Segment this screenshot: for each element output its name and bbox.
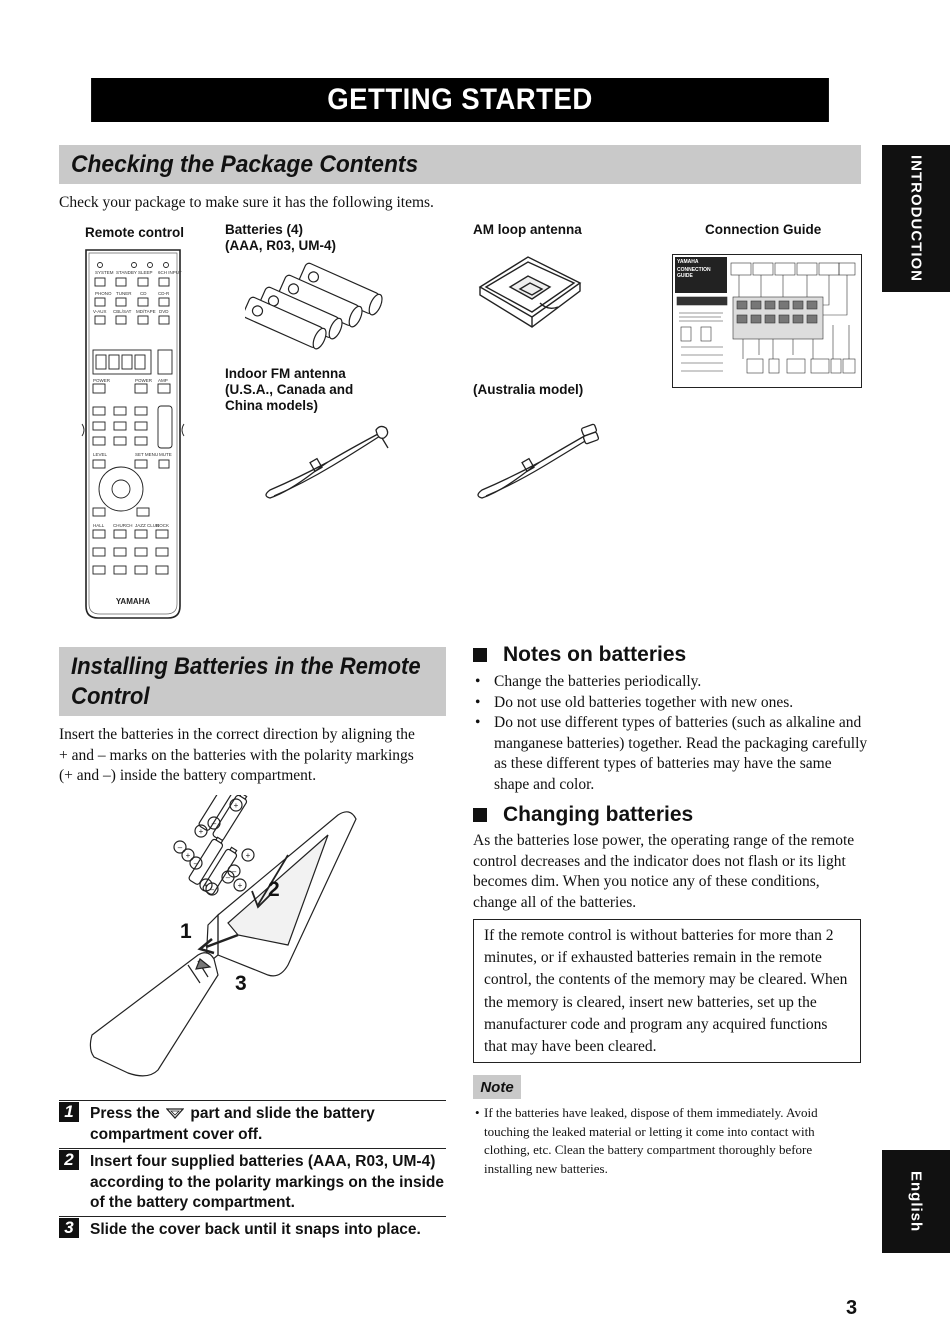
- step-3: [59, 1218, 451, 1242]
- note-text: [475, 1104, 860, 1178]
- section-heading-package-text: Checking the Package Contents: [71, 150, 419, 178]
- step-3-text: Slide the cover back until it snaps into place.: [90, 1221, 421, 1238]
- svg-text:POWER: POWER: [135, 378, 153, 383]
- svg-text:TUNER: TUNER: [116, 291, 132, 296]
- tab-english-label: English: [907, 1170, 925, 1233]
- svg-text:CBL/SAT: CBL/SAT: [113, 309, 132, 314]
- list-item: • Do not use old batteries together with new ones.: [473, 693, 868, 714]
- notes-batteries-heading: [473, 643, 686, 667]
- list-item: • Do not use different types of batteries (such as alkaline and manganese batteries) together. Read the packaging carefully as these different types of batteries may have the same shape and color.: [473, 713, 868, 795]
- svg-text:SLEEP: SLEEP: [138, 270, 153, 275]
- label-remote-control: Remote control: [85, 225, 185, 240]
- tab-introduction: [882, 145, 950, 292]
- svg-text:SYSTEM: SYSTEM: [95, 270, 114, 275]
- square-bullet-icon: [473, 648, 487, 662]
- connection-guide-illustration: [672, 254, 862, 388]
- changing-batteries-heading: [473, 803, 693, 827]
- svg-text:+: +: [203, 881, 209, 890]
- label-fm-line1: Indoor FM antenna: [225, 366, 346, 381]
- installing-body-line2: + and – marks on the batteries with the polarity markings: [59, 746, 414, 764]
- svg-text:DVD: DVD: [159, 309, 169, 314]
- label-fm-antenna: [225, 366, 353, 414]
- svg-text:–: –: [177, 843, 183, 852]
- svg-text:–: –: [209, 885, 215, 894]
- svg-text:–: –: [193, 859, 199, 868]
- step-divider-3: [59, 1216, 446, 1217]
- step-1-text-before: Press the: [90, 1105, 160, 1122]
- note-label: Note: [473, 1075, 521, 1099]
- svg-text:SET MENU: SET MENU: [135, 452, 159, 457]
- notes-batteries-heading-text: Notes on batteries: [503, 643, 687, 666]
- svg-text:JAZZ CLUB: JAZZ CLUB: [135, 523, 160, 528]
- svg-text:POWER: POWER: [93, 378, 111, 383]
- installing-body-line1: Insert the batteries in the correct direction by aligning the: [59, 726, 415, 743]
- svg-text:+: +: [237, 881, 243, 890]
- installing-body-line3: (+ and –) inside the battery compartment.: [59, 767, 317, 784]
- svg-text:CHURCH: CHURCH: [113, 523, 133, 528]
- svg-text:STANDBY: STANDBY: [116, 270, 137, 275]
- memory-warning-box: [473, 919, 861, 1063]
- svg-text:–: –: [211, 819, 217, 828]
- step-1-text-after: part and slide the battery compartment cover off.: [90, 1105, 375, 1143]
- label-australia-model: (Australia model): [473, 382, 584, 397]
- section-heading-installing-line2: Control: [71, 683, 150, 710]
- section-heading-installing-line1: Installing Batteries in the Remote: [71, 653, 421, 680]
- tab-english: [882, 1150, 950, 1253]
- callout-3: 3: [235, 972, 247, 995]
- svg-text:6CH INPUT: 6CH INPUT: [158, 270, 182, 275]
- connection-guide-title-line1: CONNECTION: [677, 267, 711, 273]
- step-1-number: 1: [59, 1102, 79, 1122]
- step-1: [59, 1102, 451, 1146]
- label-connection-guide: Connection Guide: [705, 222, 822, 237]
- svg-text:V-AUX: V-AUX: [93, 309, 107, 314]
- note-body: If the batteries have leaked, dispose of them immediately. Avoid touching the leaked material or letting it come into contact with clothing, etc. Clean the battery compartment thoroughly before installing new batteries.: [484, 1105, 818, 1176]
- memory-warning-text: If the remote control is without batteries for more than 2 minutes, or if exhausted batteries remain in the remote control, the contents of the memory may be cleared. When the memory is cleared, insert new batteries, set up the manufacturer code and program any acquired functions that may have been cleared.: [484, 927, 848, 1056]
- battery-install-illustration: [88, 795, 378, 1080]
- svg-text:–: –: [231, 867, 237, 876]
- callout-2: 2: [268, 878, 280, 901]
- page-title: GETTING STARTED: [91, 78, 829, 122]
- package-intro: Check your package to make sure it has the following items.: [59, 194, 434, 211]
- installing-body: [59, 725, 451, 787]
- svg-text:HALL: HALL: [93, 523, 105, 528]
- svg-text:+: +: [198, 827, 204, 836]
- label-am-antenna: AM loop antenna: [473, 222, 582, 237]
- tab-introduction-label: INTRODUCTION: [907, 155, 925, 282]
- step-1-text: [90, 1104, 448, 1145]
- svg-text:AMP: AMP: [158, 378, 168, 383]
- connection-guide-brand: YAMAHA: [677, 259, 699, 265]
- square-bullet-icon: [473, 808, 487, 822]
- notes-batteries-list: [473, 672, 868, 795]
- label-fm-line3: China models): [225, 398, 319, 413]
- page-number: 3: [846, 1297, 858, 1319]
- step-2-number: 2: [59, 1150, 79, 1170]
- svg-text:+: +: [185, 851, 191, 860]
- label-fm-line2: (U.S.A., Canada and: [225, 382, 354, 397]
- batteries-illustration: [245, 258, 405, 358]
- changing-batteries-body: As the batteries lose power, the operating range of the remote control decreases and the indicator does not flash or its light becomes dim. When you notice any of these conditions, change all of the batteries.: [473, 832, 855, 911]
- step-divider-1: [59, 1100, 446, 1101]
- svg-text:CD-R: CD-R: [158, 291, 170, 296]
- list-item: • Change the batteries periodically.: [473, 672, 868, 693]
- svg-text:ROCK: ROCK: [156, 523, 170, 528]
- step-2: [59, 1150, 451, 1214]
- fm-antenna-illustration: [258, 420, 398, 505]
- note-bullet-item: • If the batteries have leaked, dispose of them immediately. Avoid touching the leaked material or letting it come into contact with clothing, etc. Clean the battery compartment thoroughly before installing new batteries.: [475, 1105, 818, 1176]
- step-divider-2: [59, 1148, 446, 1149]
- label-batteries-line2: (AAA, R03, UM-4): [225, 238, 337, 253]
- svg-text:–: –: [225, 873, 231, 882]
- step-2-text: Insert four supplied batteries (AAA, R03, UM-4) according to the polarity markings on the inside of the battery compartment.: [90, 1153, 444, 1211]
- australia-antenna-illustration: [470, 420, 610, 505]
- remote-control-illustration: [80, 246, 186, 622]
- changing-batteries-heading-text: Changing batteries: [503, 803, 694, 826]
- am-loop-antenna-illustration: [470, 245, 590, 335]
- callout-1: 1: [180, 920, 192, 943]
- svg-text:+: +: [245, 851, 251, 860]
- section-heading-package: [59, 145, 861, 184]
- svg-text:LEVEL: LEVEL: [93, 452, 108, 457]
- connection-guide-title-line2: GUIDE: [677, 273, 693, 279]
- svg-text:MUTE: MUTE: [159, 452, 172, 457]
- svg-text:CD: CD: [140, 291, 147, 296]
- remote-brand-label: YAMAHA: [115, 597, 151, 606]
- svg-text:+: +: [233, 801, 239, 810]
- svg-text:PHONO: PHONO: [95, 291, 112, 296]
- label-batteries-line1: Batteries (4): [225, 222, 304, 237]
- section-heading-installing: [59, 647, 446, 716]
- label-batteries: [225, 222, 336, 254]
- step-3-number: 3: [59, 1218, 79, 1238]
- triangle-down-icon: [166, 1108, 184, 1119]
- svg-text:MD/TAPE: MD/TAPE: [136, 309, 156, 314]
